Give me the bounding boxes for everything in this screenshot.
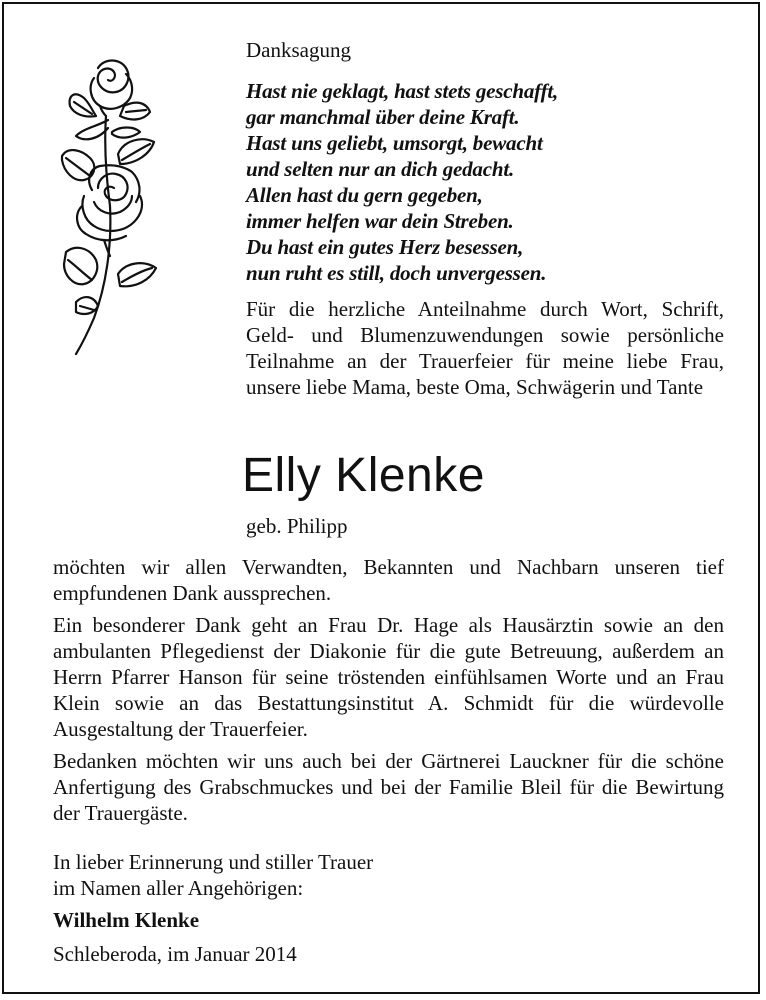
- poem-line: nun ruht es still, doch unvergessen.: [246, 261, 547, 285]
- closing: [53, 849, 373, 933]
- poem-line: Du hast ein gutes Herz besessen,: [246, 235, 524, 259]
- closing-line: im Namen aller Angehörigen:: [53, 876, 304, 900]
- poem-line: immer helfen war dein Streben.: [246, 209, 514, 233]
- poem-line: und selten nur an dich gedacht.: [246, 157, 515, 181]
- thanks-body: [53, 554, 724, 832]
- thanks-paragraph: Bedanken möchten wir uns auch bei der Gärtnerei Lauckner für die schöne Anfertigung des Grabschmuckes und bei der Familie Bleil für die Bewirtung der Trauergäste.: [53, 749, 724, 825]
- poem-line: Hast uns geliebt, umsorgt, bewacht: [246, 131, 543, 155]
- rose-icon: [54, 56, 164, 356]
- poem-line: Hast nie geklagt, hast stets geschafft,: [246, 79, 559, 103]
- poem-line: Allen hast du gern gegeben,: [246, 183, 483, 207]
- birth-name: geb. Philipp: [246, 514, 348, 538]
- signer-name: Wilhelm Klenke: [53, 908, 200, 932]
- thanks-paragraph: möchten wir allen Verwandten, Bekannten und Nachbarn unseren tief empfundenen Dank aussprechen.: [53, 555, 724, 605]
- deceased-name: Elly Klenke: [242, 449, 485, 502]
- intro-paragraph: Für die herzliche Anteilnahme durch Wort, Schrift, Geld- und Blumenzuwendungen sowie persönliche Teilnahme an der Trauerfeier für meine liebe Frau, unsere liebe Mama, beste Oma, Schwägerin und Tante: [246, 297, 724, 399]
- obituary-notice: [2, 2, 760, 994]
- poem: [246, 78, 558, 286]
- notice-heading: Danksagung: [246, 38, 351, 62]
- thanks-paragraph: Ein besonderer Dank geht an Frau Dr. Hage als Hausärztin sowie an den ambulanten Pflegedienst der Diakonie für die gute Betreuung, außerdem an Herrn Pfarrer Hanson für seine tröstenden einfühlsamen Worte und an Frau Klein sowie an das Bestattungsinstitut A. Schmidt für die würdevolle Ausgestaltung der Trauerfeier.: [53, 613, 724, 741]
- place-date: Schleberoda, im Januar 2014: [53, 942, 297, 966]
- poem-line: gar manchmal über deine Kraft.: [246, 105, 520, 129]
- closing-line: In lieber Erinnerung und stiller Trauer: [53, 850, 374, 874]
